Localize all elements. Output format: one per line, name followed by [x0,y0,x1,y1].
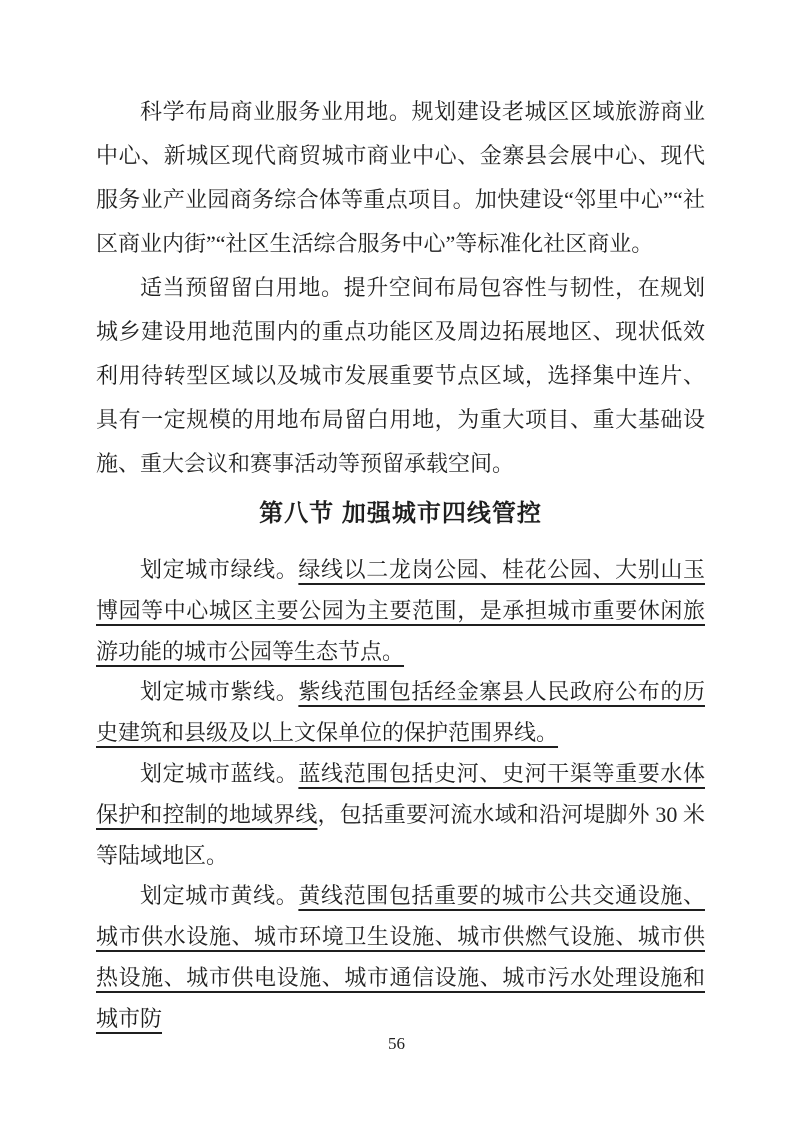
paragraph-lead: 科学布局商业服务业用地。 [140,99,412,124]
underlined-text: 紫线范围包括经金寨县人民政府公布的历史建筑和县级及以上文保单位的保护范围界线。 [96,679,705,746]
paragraph-lead: 划定城市黄线。 [140,883,299,909]
page-number: 56 [388,1034,405,1053]
underlined-text: 蓝线范围包括史河、史河干渠等重要水体保护和控制的地域界线 [96,760,705,827]
paragraph-lead: 划定城市绿线。 [140,557,299,582]
underlined-text: 绿线以二龙岗公园、桂花公园、大别山玉博园等中心城区主要公园为主要范围，是承担城市重要休闲旅游功能的城市公园等生态节点。 [96,557,705,664]
paragraph-purple-line [96,672,705,754]
paragraph-text: 提升空间布局包容性与韧性，在规划城乡建设用地范围内的重点功能区及周边拓展地区、现状低效利用待转型区域以及城市发展重要节点区域，选择集中连片、具有一定规模的用地布局留白用地，为重大项目、重大基础设施、重大会议和赛事活动等预留承载空间。 [96,275,705,476]
text-block [96,90,705,1040]
paragraph-blue-line [96,754,705,876]
paragraph-text: 规划建设老城区区域旅游商业中心、新城区现代商贸城市商业中心、金寨县会展中心、现代服务业产业园商务综合体等重点项目。加快建设“邻里中心”“社区商业内街”“社区生活综合服务中心”等标准化社区商业。 [96,99,705,256]
paragraph-yellow-line [96,876,705,1039]
section-heading: 第八节 加强城市四线管控 [259,500,542,527]
underlined-text: 黄线范围包括重要的城市公共交通设施、城市供水设施、城市环境卫生设施、城市供燃气设施、城市供热设施、城市供电设施、城市通信设施、城市污水处理设施和城市防 [96,883,705,1031]
paragraph-lead: 划定城市紫线。 [140,679,299,705]
paragraph-reserved-white-land [96,266,705,486]
paragraph-commercial-services-land [96,90,705,266]
paragraph-green-line [96,550,705,672]
paragraph-lead: 划定城市蓝线。 [140,760,299,786]
paragraph-lead: 适当预留留白用地。 [140,275,344,300]
paragraph-text: ，包括重要河流水域和沿河堤脚外 30 米等陆域地区。 [96,801,705,868]
